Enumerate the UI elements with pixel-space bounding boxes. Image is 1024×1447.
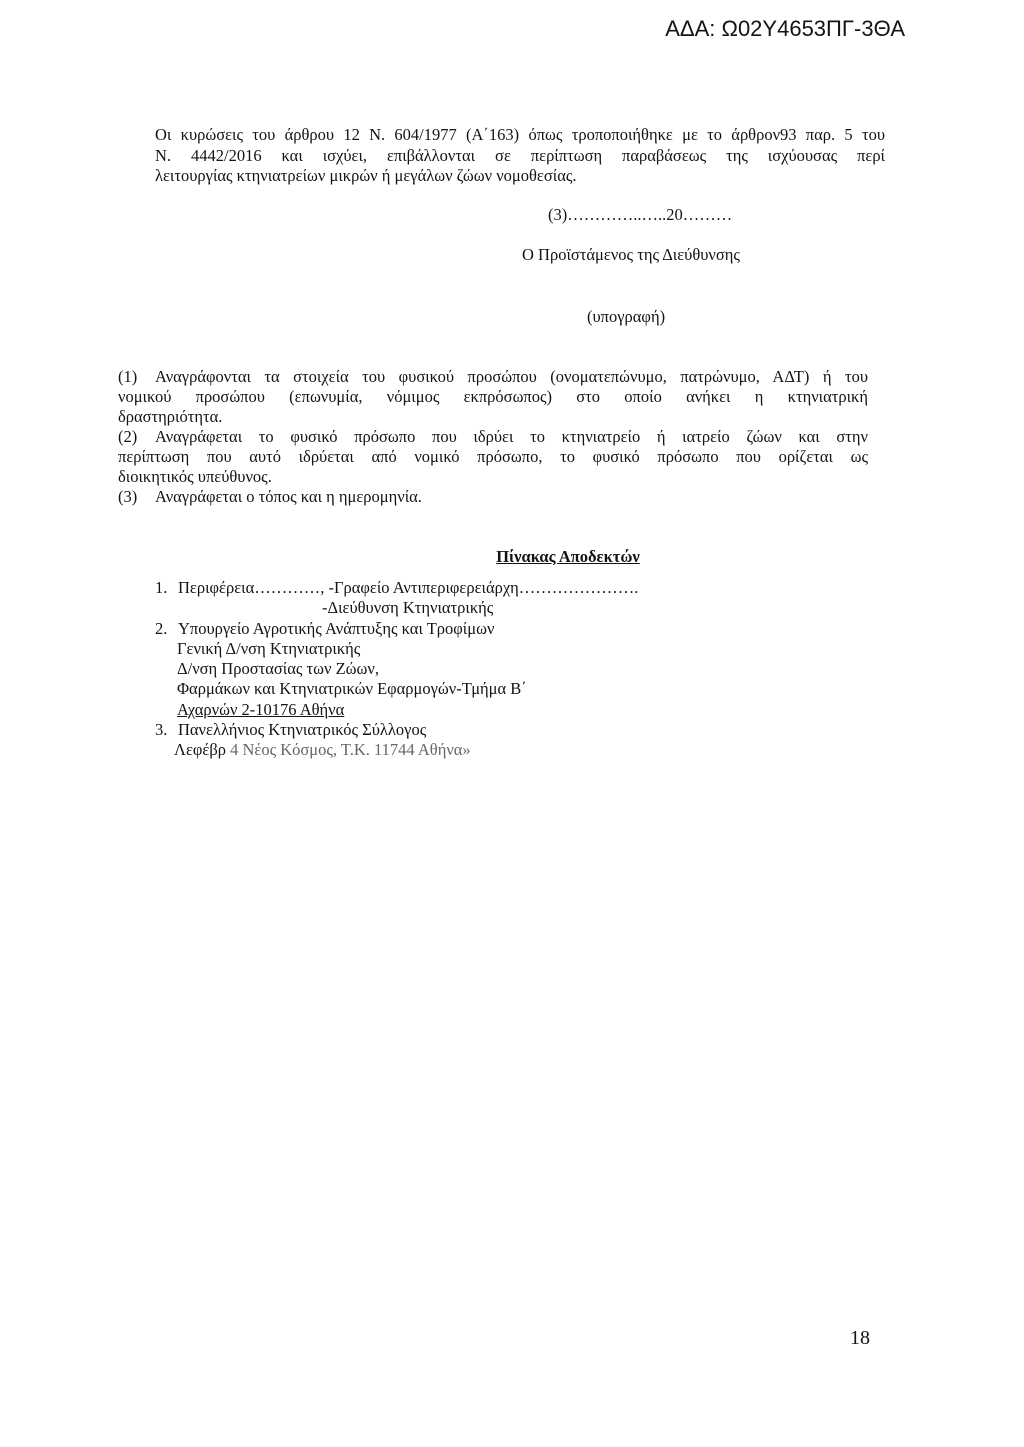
footnote-line bbox=[118, 427, 868, 447]
place-date-line: (3)…………..…..20……… bbox=[548, 205, 733, 224]
recipient-number: 2. bbox=[155, 618, 168, 638]
recipient-item-3 bbox=[155, 720, 855, 761]
signatory-title: Ο Προϊστάμενος της Διεύθυνσης bbox=[522, 245, 740, 264]
footnote-1 bbox=[118, 367, 868, 427]
footnote-line bbox=[118, 487, 868, 507]
recipient-line: Φαρμάκων και Κτηνιατρικών Εφαρμογών-Τμήμα Β΄ bbox=[177, 679, 527, 699]
footnote-text: Αναγράφεται το φυσικό πρόσωπο που ιδρύει το κτηνιατρείο ή ιατρείο ζώων και στην bbox=[155, 427, 868, 446]
intro-paragraph bbox=[155, 125, 885, 187]
recipient-line: Γενική Δ/νση Κτηνιατρικής bbox=[177, 638, 361, 658]
footnote-2 bbox=[118, 427, 868, 487]
recipient-line bbox=[155, 619, 855, 639]
recipient-line: Δ/νση Προστασίας των Ζώων, bbox=[177, 659, 379, 678]
recipient-number: 3. bbox=[155, 719, 168, 739]
signature-placeholder: (υπογραφή) bbox=[587, 307, 666, 326]
recipient-number: 1. bbox=[155, 578, 168, 597]
footnote-marker: (1) bbox=[118, 367, 138, 386]
intro-line: Ν. 4442/2016 και ισχύει, επιβάλλονται σε περίπτωση παραβάσεως της ισχύουσας περί bbox=[155, 145, 885, 165]
recipient-address bbox=[155, 700, 855, 720]
recipient-address-street: Λεφέβρ bbox=[174, 740, 226, 759]
footnotes bbox=[118, 367, 868, 507]
footnote-line bbox=[118, 367, 868, 387]
intro-line: Οι κυρώσεις του άρθρου 12 Ν. 604/1977 (Α΄163) όπως τροποποιήθηκε με το άρθρον93 παρ. 5 του bbox=[155, 125, 885, 144]
recipient-text: Υπουργείο Αγροτικής Ανάπτυξης και Τροφίμων bbox=[178, 618, 495, 638]
recipient-item-2 bbox=[155, 619, 855, 720]
footnote-line: νομικού προσώπου (επωνυμία, νόμιμος εκπρόσωπος) στο οποίο ανήκει η κτηνιατρική bbox=[118, 387, 868, 406]
recipient-line bbox=[155, 720, 855, 740]
recipient-line: -Διεύθυνση Κτηνιατρικής bbox=[322, 598, 494, 618]
recipient-line bbox=[155, 578, 855, 598]
footnote-line: περίπτωση που αυτό ιδρύεται από νομικό πρόσωπο, το φυσικό πρόσωπο που ορίζεται ως bbox=[118, 447, 868, 466]
page-number: 18 bbox=[850, 1327, 870, 1349]
recipient-text: Πανελλήνιος Κτηνιατρικός Σύλλογος bbox=[178, 719, 427, 739]
recipient-item-1 bbox=[155, 578, 855, 619]
footnote-marker: (2) bbox=[118, 427, 138, 446]
recipients-title: Πίνακας Αποδεκτών bbox=[496, 547, 640, 566]
footnote-marker: (3) bbox=[118, 487, 138, 506]
footnote-text: Αναγράφονται τα στοιχεία του φυσικού προσώπου (ονοματεπώνυμο, πατρώνυμο, ΑΔΤ) ή του bbox=[155, 367, 868, 386]
footnote-line: διοικητικός υπεύθυνος. bbox=[118, 467, 272, 486]
recipient-address bbox=[155, 740, 855, 760]
recipient-address-text: Αχαρνών 2-10176 Αθήνα bbox=[177, 699, 345, 719]
footnote-line: δραστηριότητα. bbox=[118, 407, 223, 426]
recipient-text: Περιφέρεια…………, -Γραφείο Αντιπεριφερειάρχη…………………. bbox=[178, 578, 639, 597]
footnote-text: Αναγράφεται ο τόπος και η ημερομηνία. bbox=[155, 487, 422, 506]
ada-code: ΑΔΑ: Ω02Υ4653ΠΓ-3ΘΑ bbox=[665, 16, 905, 41]
intro-line: λειτουργίας κτηνιατρείων μικρών ή μεγάλων ζώων νομοθεσίας. bbox=[155, 166, 577, 185]
recipient-address-rest: 4 Νέος Κόσμος, Τ.Κ. 11744 Αθήνα» bbox=[230, 740, 471, 759]
recipients-list bbox=[155, 578, 855, 760]
footnote-3 bbox=[118, 487, 868, 507]
